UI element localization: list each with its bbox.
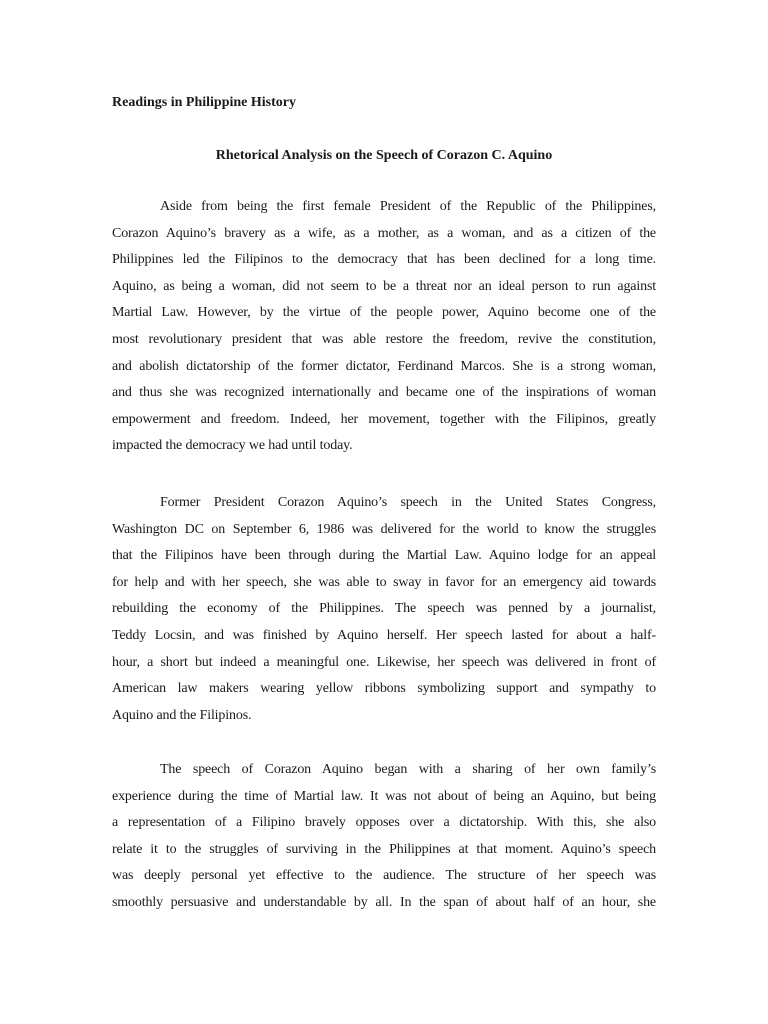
paragraph-line: impacted the democracy we had until today. [112,438,353,454]
paragraph-line: was deeply personal yet effective to the audience. The structure of her speech was [112,868,656,884]
paragraph-line: hour, a short but indeed a meaningful one. Likewise, her speech was delivered in front of [112,654,656,670]
paragraph-line: Corazon Aquino’s bravery as a wife, as a mother, as a woman, and as a citizen of the [112,225,656,241]
paragraph-1 [112,194,656,460]
paragraph-line: and thus she was recognized internationally and became one of the inspirations of woman [112,385,656,401]
paragraph-line: for help and with her speech, she was able to sway in favor for an emergency aid towards [112,574,656,590]
paragraph-line: and abolish dictatorship of the former dictator, Ferdinand Marcos. She is a strong woman, [112,358,656,374]
paragraph-line: Washington DC on September 6, 1986 was delivered for the world to know the struggles [112,521,656,537]
paragraph-line: empowerment and freedom. Indeed, her movement, together with the Filipinos, greatly [112,411,656,427]
paragraph-line: rebuilding the economy of the Philippines. The speech was penned by a journalist, [112,601,656,617]
paragraph-line: Former President Corazon Aquino’s speech in the United States Congress, [160,495,656,510]
paragraph-3 [112,757,656,917]
document-header: Readings in Philippine History [112,95,296,110]
paragraph-line: that the Filipinos have been through during the Martial Law. Aquino lodge for an appeal [112,548,656,564]
paragraph-line: Aside from being the first female President of the Republic of the Philippines, [160,199,656,214]
paragraph-line: The speech of Corazon Aquino began with a sharing of her own family’s [160,762,656,777]
paragraph-line: relate it to the struggles of surviving in the Philippines at that moment. Aquino’s speech [112,841,656,857]
paragraph-line: Aquino, as being a woman, did not seem to be a threat nor an ideal person to run against [112,278,656,294]
document-title: Rhetorical Analysis on the Speech of Corazon C. Aquino [215,148,553,163]
paragraph-line: most revolutionary president that was able restore the freedom, revive the constitution, [112,331,656,347]
paragraph-line: American law makers wearing yellow ribbons symbolizing support and sympathy to [112,681,656,697]
paragraph-line: smoothly persuasive and understandable by all. In the span of about half of an hour, she [112,894,656,910]
paragraph-line: Teddy Locsin, and was finished by Aquino herself. Her speech lasted for about a half- [112,627,656,643]
paragraph-line: Martial Law. However, by the virtue of the people power, Aquino become one of the [112,305,656,321]
paragraph-line: experience during the time of Martial law. It was not about of being an Aquino, but being [112,788,656,804]
paragraph-line: a representation of a Filipino bravely opposes over a dictatorship. With this, she also [112,815,656,831]
paragraph-line: Philippines led the Filipinos to the democracy that has been declined for a long time. [112,252,656,268]
paragraph-line: Aquino and the Filipinos. [112,707,252,723]
paragraph-2 [112,490,656,729]
